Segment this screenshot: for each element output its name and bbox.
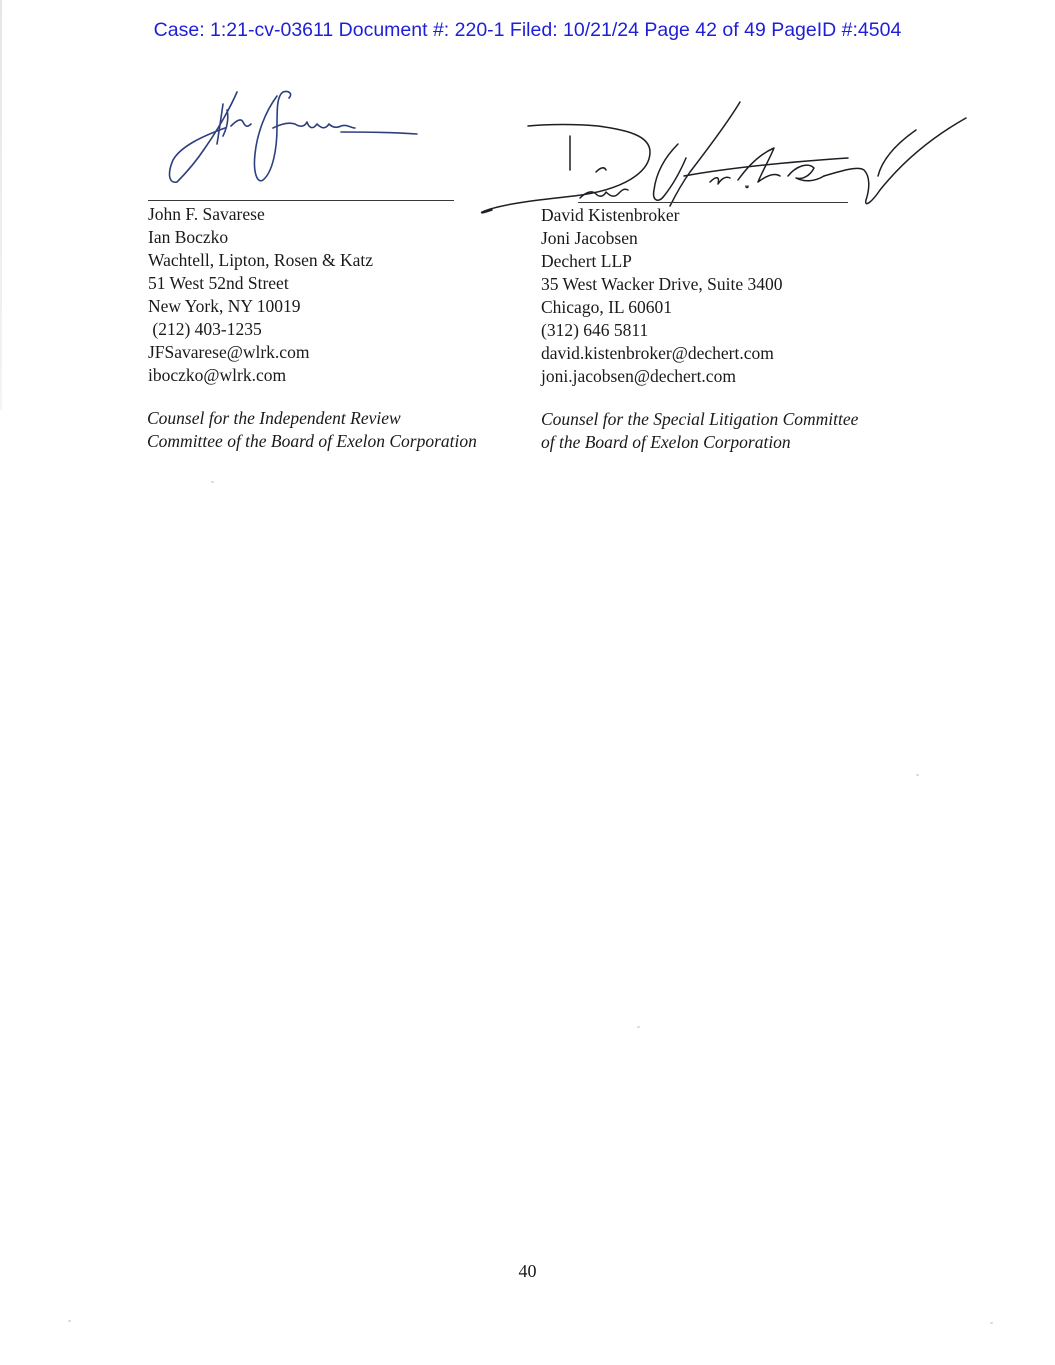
- case-header-stamp: Case: 1:21-cv-03611 Document #: 220-1 Filed: 10/21/24 Page 42 of 49 PageID #:4504: [153, 19, 902, 41]
- email-address: joni.jacobsen@dechert.com: [541, 366, 736, 386]
- signature-savarese: [165, 88, 430, 192]
- co-counsel-name: Ian Boczko: [148, 227, 229, 247]
- role-line: Committee of the Board of Exelon Corporation: [147, 431, 477, 451]
- scan-edge-shadow: [0, 0, 2, 410]
- role-line: Counsel for the Independent Review: [147, 408, 401, 428]
- law-firm: Dechert LLP: [541, 251, 632, 271]
- page-number: 40: [518, 1261, 537, 1281]
- signature-kistenbroker: [478, 96, 970, 216]
- signatory-name: David Kistenbroker: [541, 205, 680, 225]
- city-state-zip: New York, NY 10019: [148, 296, 301, 316]
- phone-number: (212) 403-1235: [148, 319, 262, 339]
- scan-speck: [637, 1026, 640, 1028]
- counsel-role-right: [541, 408, 858, 454]
- signatory-name: John F. Savarese: [148, 204, 265, 224]
- street-address: 35 West Wacker Drive, Suite 3400: [541, 274, 783, 294]
- role-line: of the Board of Exelon Corporation: [541, 432, 791, 452]
- co-counsel-name: Joni Jacobsen: [541, 228, 638, 248]
- scan-speck: [916, 774, 919, 776]
- email-address: iboczko@wlrk.com: [148, 365, 287, 385]
- counsel-role-left: [147, 407, 477, 453]
- law-firm: Wachtell, Lipton, Rosen & Katz: [148, 250, 374, 270]
- scan-speck: [990, 1322, 993, 1324]
- scan-speck: [211, 481, 214, 483]
- role-line: Counsel for the Special Litigation Committee: [541, 409, 859, 429]
- phone-number: (312) 646 5811: [541, 320, 649, 340]
- signature-block-kistenbroker: [541, 204, 783, 388]
- street-address: 51 West 52nd Street: [148, 273, 289, 293]
- email-address: david.kistenbroker@dechert.com: [541, 343, 774, 363]
- signature-block-savarese: [148, 203, 373, 387]
- signature-line-left: [148, 200, 454, 201]
- city-state-zip: Chicago, IL 60601: [541, 297, 673, 317]
- email-address: JFSavarese@wlrk.com: [148, 342, 310, 362]
- scan-speck: [68, 1320, 71, 1322]
- signature-line-right: [578, 202, 848, 203]
